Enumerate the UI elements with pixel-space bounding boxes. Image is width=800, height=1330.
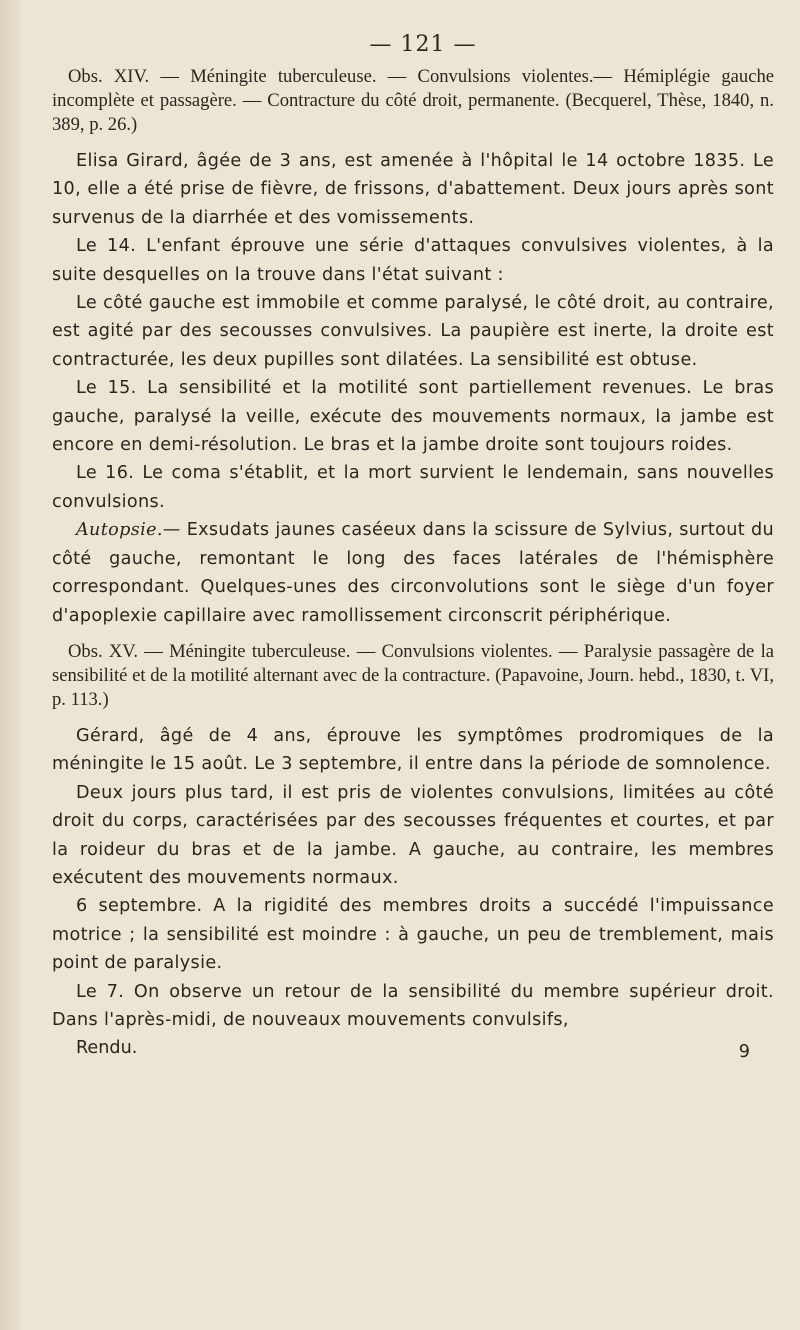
page-footer-line xyxy=(52,1034,774,1062)
obs14-paragraph-1: Elisa Girard, âgée de 3 ans, est amenée à l'hôpital le 14 octobre 1835. Le 10, elle a été prise de fièvre, de frissons, d'abattement. Deux jours après sont survenus de la diarrhée et des vomissements. xyxy=(52,151,774,228)
autopsy-text: — Exsudats jaunes caséeux dans la scissure de Sylvius, surtout du côté gauche, remontant le long des faces latérales de l'hémisphère correspondant. Quelques-unes des circonvolutions sont le siège d'un foyer d'apoplexie capillaire avec ramollissement circonscrit périphérique. xyxy=(52,520,774,626)
obs14-paragraph-4: Le 15. La sensibilité et la motilité sont partiellement revenues. Le bras gauche, paralysé la veille, exécute des mouvements normaux, la jambe est encore en demi-résolution. Le bras et la jambe droite sont toujours roides. xyxy=(52,378,774,456)
obs14-paragraph-5: Le 16. Le coma s'établit, et la mort survient le lendemain, sans nouvelles convulsions. xyxy=(52,463,774,512)
obs15-paragraph-2: Deux jours plus tard, il est pris de violentes convulsions, limitées au côté droit du corps, caractérisées par des secousses fréquentes et courtes, et par la roideur du bras et de la jambe. A gauche, au contraire, les membres exécutent des mouvements normaux. xyxy=(52,782,774,888)
observation-15 xyxy=(52,640,774,1062)
autopsy-label: Autopsie. xyxy=(76,520,163,541)
obs14-paragraph-2: Le 14. L'enfant éprouve une série d'attaques convulsives violentes, à la suite desquelles on la trouve dans l'état suivant : xyxy=(52,236,774,285)
section-gap xyxy=(52,630,774,640)
obs14-paragraph-3: Le côté gauche est immobile et comme paralysé, le côté droit, au contraire, est agité par des secousses convulsives. La paupière est inerte, la droite est contracturée, les deux pupilles sont dilatées. La sensibilité est obtuse. xyxy=(52,293,774,370)
obs14-autopsy-paragraph xyxy=(52,516,774,630)
catchword-rendu: Rendu. xyxy=(76,1038,138,1059)
obs15-paragraph-1: Gérard, âgé de 4 ans, éprouve les symptômes prodromiques de la méningite le 15 août. Le 3 septembre, il entre dans la période de somnolence. xyxy=(52,725,774,775)
page-number: — 121 — xyxy=(369,32,477,57)
observation-15-header: Obs. XV. — Méningite tuberculeuse. — Convulsions violentes. — Paralysie passagère de la sensibilité et de la motilité alternant avec de la contracture. (Papavoine, Journ. hebd., 1830, t. VI, p. 113.) xyxy=(52,640,774,710)
observation-14-header: Obs. XIV. — Méningite tuberculeuse. — Convulsions violentes.— Hémiplégie gauche incomplète et passagère. — Contracture du côté droit, permanente. (Becquerel, Thèse, 1840, n. 389, p. 26.) xyxy=(52,66,774,135)
book-page xyxy=(52,32,774,1062)
obs15-paragraph-3: 6 septembre. A la rigidité des membres droits a succédé l'impuissance motrice ; la sensibilité est moindre : à gauche, un peu de tremblement, mais point de paralysie. xyxy=(52,896,774,974)
page-gutter-shadow xyxy=(0,0,22,1330)
signature-mark: 9 xyxy=(738,1042,750,1063)
obs15-paragraph-4: Le 7. On observe un retour de la sensibilité du membre supérieur droit. Dans l'après-midi, de nouveaux mouvements convulsifs, xyxy=(52,981,774,1030)
observation-14 xyxy=(52,65,774,630)
